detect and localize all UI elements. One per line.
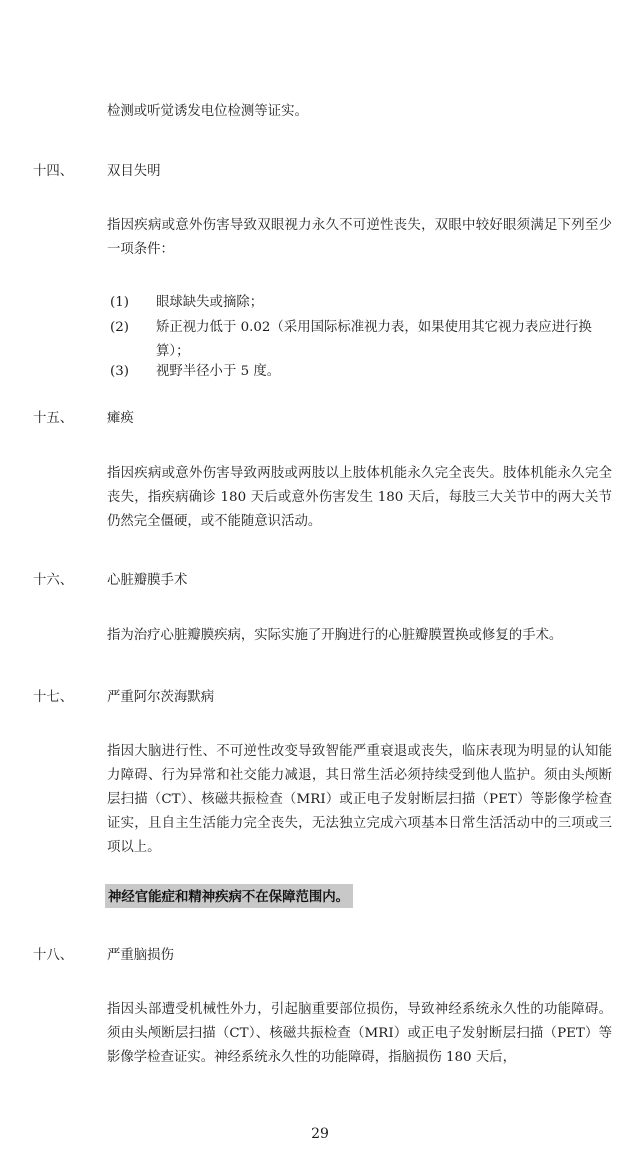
section-18-body: 指因头部遭受机械性外力，引起脑重要部位损伤，导致神经系统永久性的功能障碍。须由头颅断层扫描（CT）、核磁共振检查（MRI）或正电子发射断层扫描（PET）等影像学检查证实。神经系统永久性的功能障碍，指脑损伤 180 天后， <box>107 1002 612 1065</box>
section-15-number: 十五、 <box>33 411 74 426</box>
section-16-body: 指为治疗心脏瓣膜疾病，实际实施了开胸进行的心脏瓣膜置换或修复的手术。 <box>107 628 563 643</box>
section-14-title: 双目失明 <box>107 164 161 179</box>
continuation-text: 检测或听觉诱发电位检测等证实。 <box>107 104 308 119</box>
section-17-body: 指因大脑进行性、不可逆性改变导致智能严重衰退或丧失，临床表现为明显的认知能力障碍、行为异常和社交能力减退，其日常生活必须持续受到他人监护。须由头颅断层扫描（CT）、核磁共振检查（MRI）或正电子发射断层扫描（PET）等影像学检查证实，且自主生活能力完全丧失，无法独立完成六项基本日常生活活动中的三项或三项以上。 <box>107 744 612 855</box>
page-number: 29 <box>311 1126 329 1142</box>
section-14-item-1-number: (1) <box>110 295 129 310</box>
section-14-body: 指因疾病或意外伤害导致双眼视力永久不可逆性丧失，双眼中较好眼须满足下列至少一项条件： <box>107 218 612 257</box>
section-14-item-2-text: 矫正视力低于 0.02（采用国际标准视力表，如果使用其它视力表应进行换算）； <box>156 320 592 359</box>
section-18-number: 十八、 <box>33 948 74 963</box>
section-17-number: 十七、 <box>33 690 74 705</box>
section-14-item-3-text: 视野半径小于 5 度。 <box>156 364 281 379</box>
section-14-item-1-text: 眼球缺失或摘除； <box>156 295 264 310</box>
section-15-body: 指因疾病或意外伤害导致两肢或两肢以上肢体机能永久完全丧失。肢体机能永久完全丧失，指疾病确诊 180 天后或意外伤害发生 180 天后，每肢三大关节中的两大关节仍然完全僵硬，或不能随意识活动。 <box>107 466 612 529</box>
section-17-title: 严重阿尔茨海默病 <box>107 690 215 705</box>
section-16-title: 心脏瓣膜手术 <box>107 573 188 588</box>
section-17-exclusion-note: 神经官能症和精神疾病不在保障范围内。 <box>105 884 353 908</box>
section-18-title: 严重脑损伤 <box>107 948 174 963</box>
section-14-number: 十四、 <box>33 164 74 179</box>
section-14-item-3-number: (3) <box>110 364 129 379</box>
section-14-item-2-number: (2) <box>110 320 129 335</box>
section-15-title: 瘫痪 <box>107 411 134 426</box>
section-16-number: 十六、 <box>33 573 74 588</box>
